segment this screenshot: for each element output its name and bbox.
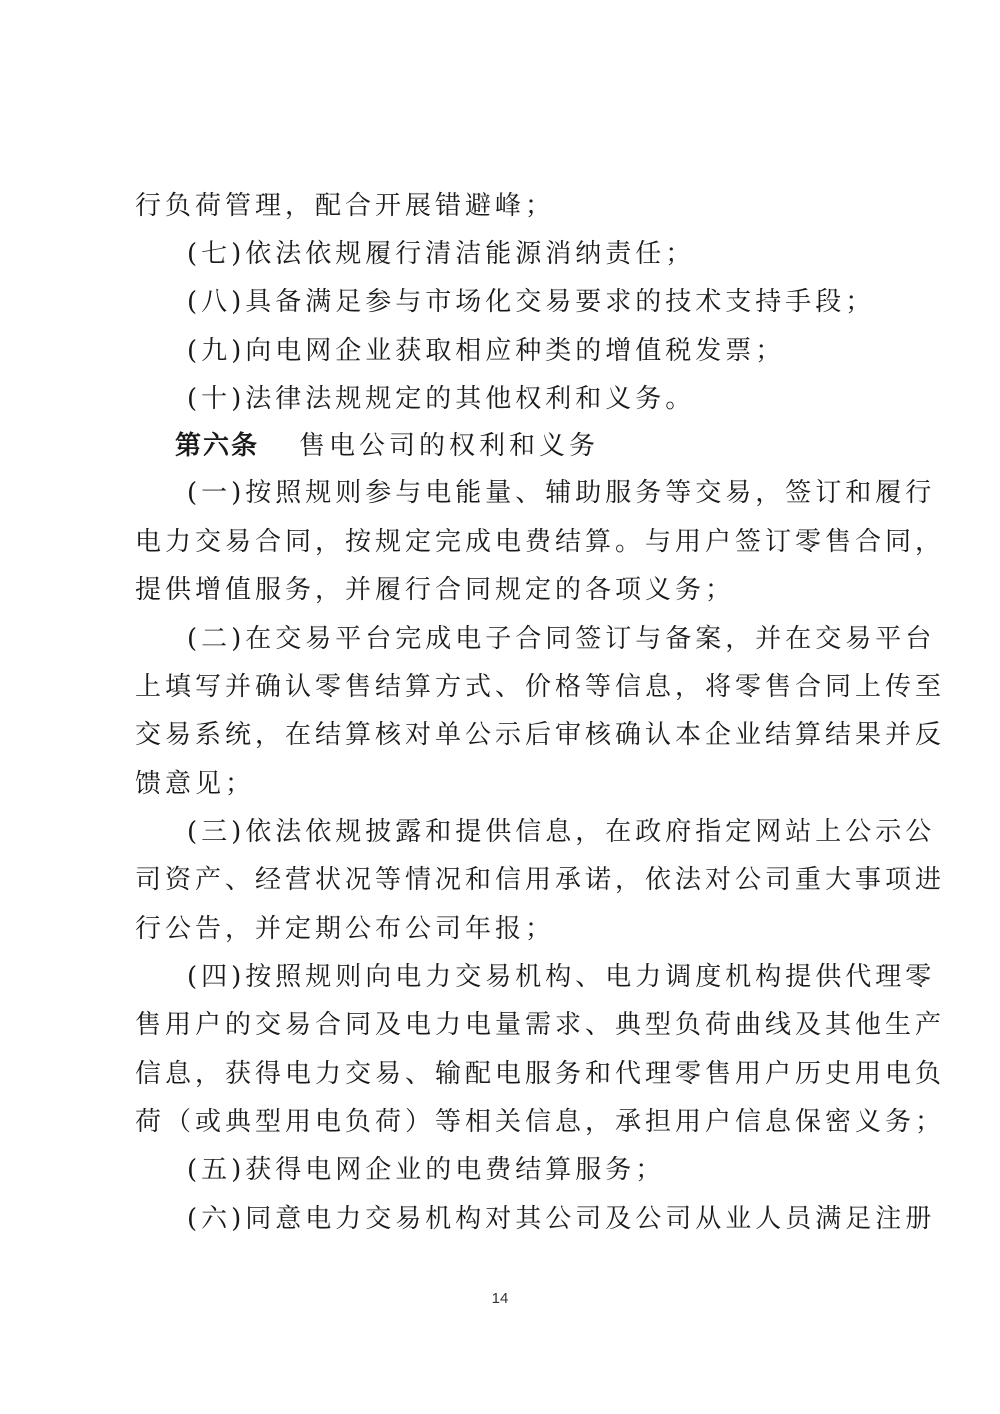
text-line: 行负荷管理，配合开展错避峰； <box>135 191 556 221</box>
text-line: (八)具备满足参与市场化交易要求的技术支持手段； <box>187 287 876 317</box>
text-line: (四)按照规则向电力交易机构、电力调度机构提供代理零 <box>187 962 936 992</box>
text-line: (七)依法依规履行清洁能源消纳责任； <box>187 239 696 269</box>
text-line: (六)同意电力交易机构对其公司及公司从业人员满足注册 <box>187 1204 936 1234</box>
text-line: (九)向电网企业获取相应种类的增值税发票； <box>187 336 786 366</box>
text-line: 司资产、经营状况等情况和信用承诺，依法对公司重大事项进 <box>135 865 946 895</box>
text-line: 信息，获得电力交易、输配电服务和代理零售用户历史用电负 <box>135 1059 946 1089</box>
text-line: 提供增值服务，并履行合同规定的各项义务； <box>135 575 736 605</box>
text-line: 售用户的交易合同及电力电量需求、典型负荷曲线及其他生产 <box>135 1010 946 1040</box>
text-line: (十)法律法规规定的其他权利和义务。 <box>187 384 696 414</box>
text-line: (三)依法依规披露和提供信息，在政府指定网站上公示公 <box>187 817 936 847</box>
article-heading-line <box>175 422 1000 470</box>
text-line: (二)在交易平台完成电子合同签订与备案，并在交易平台 <box>187 624 936 654</box>
text-line: 行公告，并定期公布公司年报； <box>135 914 556 944</box>
text-line: (一)按照规则参与电能量、辅助服务等交易，签订和履行 <box>187 478 936 508</box>
text-line: 电力交易合同，按规定完成电费结算。与用户签订零售合同， <box>135 527 946 557</box>
text-line: 馈意见； <box>135 769 256 799</box>
text-line: (五)获得电网企业的电费结算服务； <box>187 1155 666 1185</box>
article-number: 第六条 <box>175 431 260 461</box>
text-line: 上填写并确认零售结算方式、价格等信息，将零售合同上传至 <box>135 672 946 702</box>
page-number: 14 <box>491 1290 509 1307</box>
article-title: 售电公司的权利和义务 <box>299 431 600 461</box>
text-line: 荷（或典型用电负荷）等相关信息，承担用户信息保密义务； <box>135 1107 946 1137</box>
text-line: 交易系统，在结算核对单公示后审核确认本企业结算结果并反 <box>135 720 946 750</box>
